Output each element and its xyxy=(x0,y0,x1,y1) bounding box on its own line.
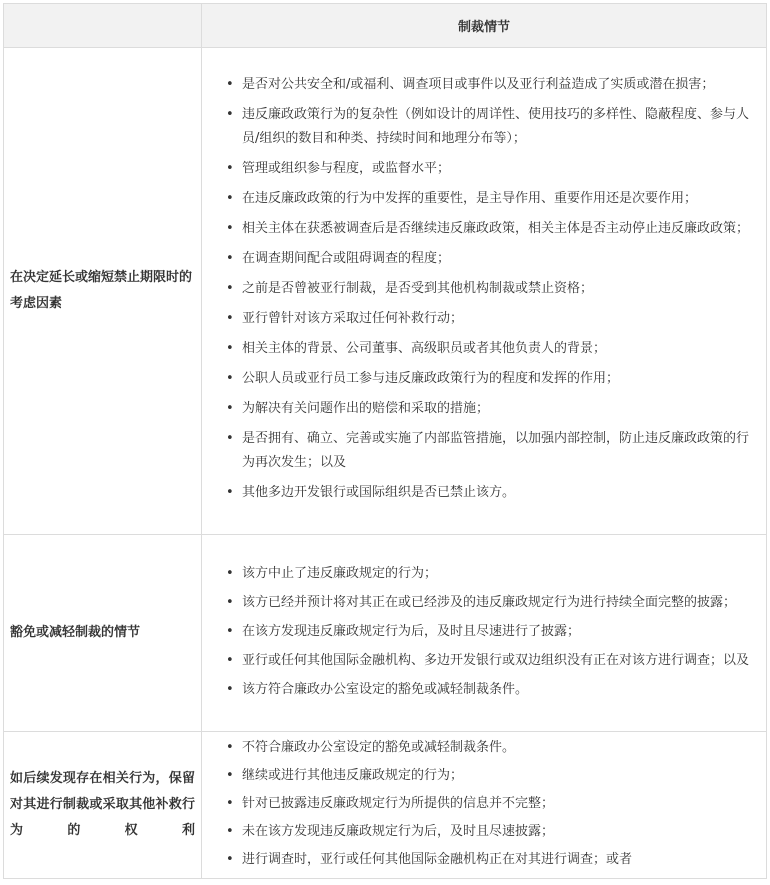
bullet-icon: • xyxy=(226,851,234,867)
row-items-cell xyxy=(202,732,767,879)
table-row xyxy=(4,535,767,732)
list-item: • 公职人员或亚行员工参与违反廉政政策行为的程度和发挥的作用； xyxy=(224,367,758,391)
bullet-icon: • xyxy=(226,341,234,356)
bullet-list xyxy=(202,562,758,702)
list-item: • 在该方发现违反廉政规定行为后，及时且尽速进行了披露； xyxy=(224,620,758,644)
bullet-icon: • xyxy=(226,281,234,296)
bullet-icon: • xyxy=(226,652,234,668)
header-sanctions-circumstances: 制裁情节 xyxy=(202,4,767,48)
list-item: • 违反廉政政策行为的复杂性（例如设计的周详性、使用技巧的多样性、隐蔽程度、参与人员/组织的数目和种类、持续时间和地理分布等）； xyxy=(224,103,758,151)
list-item: • 亚行或任何其他国际金融机构、多边开发银行或双边组织没有正在对该方进行调查；以及 xyxy=(224,649,758,673)
bullet-icon: • xyxy=(226,485,234,500)
list-item: • 相关主体在获悉被调查后是否继续违反廉政政策，相关主体是否主动停止违反廉政政策； xyxy=(224,217,758,241)
bullet-icon: • xyxy=(226,823,234,839)
row-label-mitigation: 豁免或减轻制裁的情节 xyxy=(4,535,202,732)
bullet-icon: • xyxy=(226,594,234,610)
list-item: • 之前是否曾被亚行制裁，是否受到其他机构制裁或禁止资格； xyxy=(224,277,758,301)
list-item: • 相关主体的背景、公司董事、高级职员或者其他负责人的背景； xyxy=(224,337,758,361)
row-items-cell xyxy=(202,535,767,732)
bullet-icon: • xyxy=(226,681,234,697)
list-item: • 针对已披露违反廉政规定行为所提供的信息并不完整； xyxy=(224,792,758,816)
bullet-list xyxy=(202,736,758,872)
bullet-icon: • xyxy=(226,739,234,755)
bullet-icon: • xyxy=(226,431,234,446)
bullet-icon: • xyxy=(226,161,234,176)
list-item: • 未在该方发现违反廉政规定行为后，及时且尽速披露； xyxy=(224,820,758,844)
list-item: • 是否拥有、确立、完善或实施了内部监管措施，以加强内部控制，防止违反廉政政策的行为再次发生；以及 xyxy=(224,427,758,475)
bullet-icon: • xyxy=(226,221,234,236)
bullet-icon: • xyxy=(226,401,234,416)
bullet-icon: • xyxy=(226,371,234,386)
header-empty-cell xyxy=(4,4,202,48)
row-label-extension-factors: 在决定延长或缩短禁止期限时的考虑因素 xyxy=(4,48,202,535)
list-item: • 在违反廉政政策的行为中发挥的重要性，是主导作用、重要作用还是次要作用； xyxy=(224,187,758,211)
table-row xyxy=(4,48,767,535)
list-item: • 进行调查时，亚行或任何其他国际金融机构正在对其进行调查；或者 xyxy=(224,848,758,872)
list-item: • 是否对公共安全和/或福利、调查项目或事件以及亚行利益造成了实质或潜在损害； xyxy=(224,73,758,97)
bullet-list xyxy=(202,73,758,505)
table-header-row xyxy=(4,4,767,48)
list-item: • 该方已经并预计将对其正在或已经涉及的违反廉政规定行为进行持续全面完整的披露； xyxy=(224,591,758,615)
row-label-reserved-rights: 如后续发现存在相关行为，保留对其进行制裁或采取其他补救行为的权利 xyxy=(4,732,202,879)
list-item: • 在调查期间配合或阻碍调查的程度； xyxy=(224,247,758,271)
bullet-icon: • xyxy=(226,107,234,122)
bullet-icon: • xyxy=(226,565,234,581)
list-item: • 其他多边开发银行或国际组织是否已禁止该方。 xyxy=(224,481,758,505)
bullet-icon: • xyxy=(226,311,234,326)
list-item: • 为解决有关问题作出的赔偿和采取的措施； xyxy=(224,397,758,421)
list-item: • 该方中止了违反廉政规定的行为； xyxy=(224,562,758,586)
bullet-icon: • xyxy=(226,77,234,92)
list-item: • 继续或进行其他违反廉政规定的行为； xyxy=(224,764,758,788)
bullet-icon: • xyxy=(226,767,234,783)
list-item: • 亚行曾针对该方采取过任何补救行动； xyxy=(224,307,758,331)
row-items-cell xyxy=(202,48,767,535)
sanctions-table xyxy=(3,3,767,879)
list-item: • 该方符合廉政办公室设定的豁免或减轻制裁条件。 xyxy=(224,678,758,702)
table-row xyxy=(4,732,767,879)
bullet-icon: • xyxy=(226,251,234,266)
bullet-icon: • xyxy=(226,795,234,811)
list-item: • 管理或组织参与程度，或监督水平； xyxy=(224,157,758,181)
bullet-icon: • xyxy=(226,191,234,206)
bullet-icon: • xyxy=(226,623,234,639)
list-item: • 不符合廉政办公室设定的豁免或减轻制裁条件。 xyxy=(224,736,758,760)
